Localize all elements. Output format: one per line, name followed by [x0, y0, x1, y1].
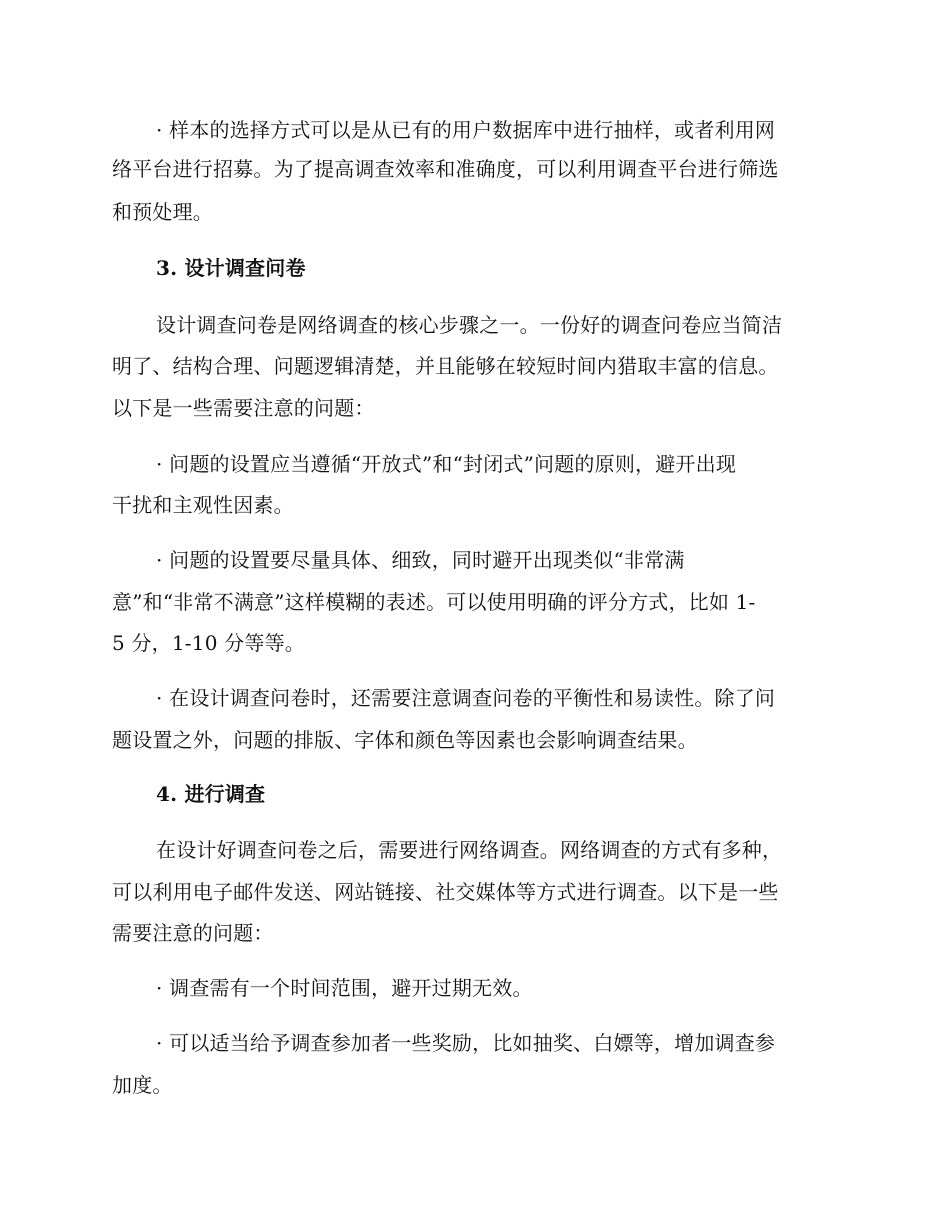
bullet-line: · 可以适当给予调查参加者一些奖励，比如抽奖、白嫖等，增加调查参	[156, 1031, 776, 1055]
bullet-line: · 样本的选择方式可以是从已有的用户数据库中进行抽样，或者利用网	[156, 118, 776, 142]
paragraph-line: 和预处理。	[112, 200, 213, 224]
paragraph-line: 题设置之外，问题的排版、字体和颜色等因素也会影响调查结果。	[112, 728, 698, 752]
paragraph-line: 意”和“非常不满意”这样模糊的表述。可以使用明确的评分方式，比如 1-	[112, 590, 756, 614]
paragraph-line: 络平台进行招募。为了提高调查效率和准确度，可以利用调查平台进行筛选	[112, 157, 779, 181]
paragraph-line: 以下是一些需要注意的问题：	[112, 396, 375, 420]
section-heading: 4. 进行调查	[156, 782, 266, 806]
bullet-line: · 在设计调查问卷时，还需要注意调查问卷的平衡性和易读性。除了问	[156, 686, 776, 710]
paragraph-line: 设计调查问卷是网络调查的核心步骤之一。一份好的调查问卷应当简洁	[156, 313, 783, 337]
bullet-line: · 问题的设置应当遵循“开放式”和“封闭式”问题的原则，避开出现	[156, 452, 737, 476]
paragraph-line: 明了、结构合理、问题逻辑清楚，并且能够在较短时间内猎取丰富的信息。	[112, 354, 779, 378]
paragraph-line: 干扰和主观性因素。	[112, 493, 294, 517]
paragraph-line: 可以利用电子邮件发送、网站链接、社交媒体等方式进行调查。以下是一些	[112, 880, 779, 904]
paragraph-line: 在设计好调查问卷之后，需要进行网络调查。网络调查的方式有多种，	[156, 838, 783, 862]
bullet-line: · 问题的设置要尽量具体、细致，同时避开出现类似“非常满	[156, 548, 685, 572]
paragraph-line: 加度。	[112, 1073, 173, 1097]
section-heading: 3. 设计调查问卷	[156, 256, 306, 280]
paragraph-line: 需要注意的问题：	[112, 921, 274, 945]
paragraph-line: 5 分，1-10 分等等。	[112, 631, 305, 655]
bullet-line: · 调查需有一个时间范围，避开过期无效。	[156, 976, 533, 1000]
